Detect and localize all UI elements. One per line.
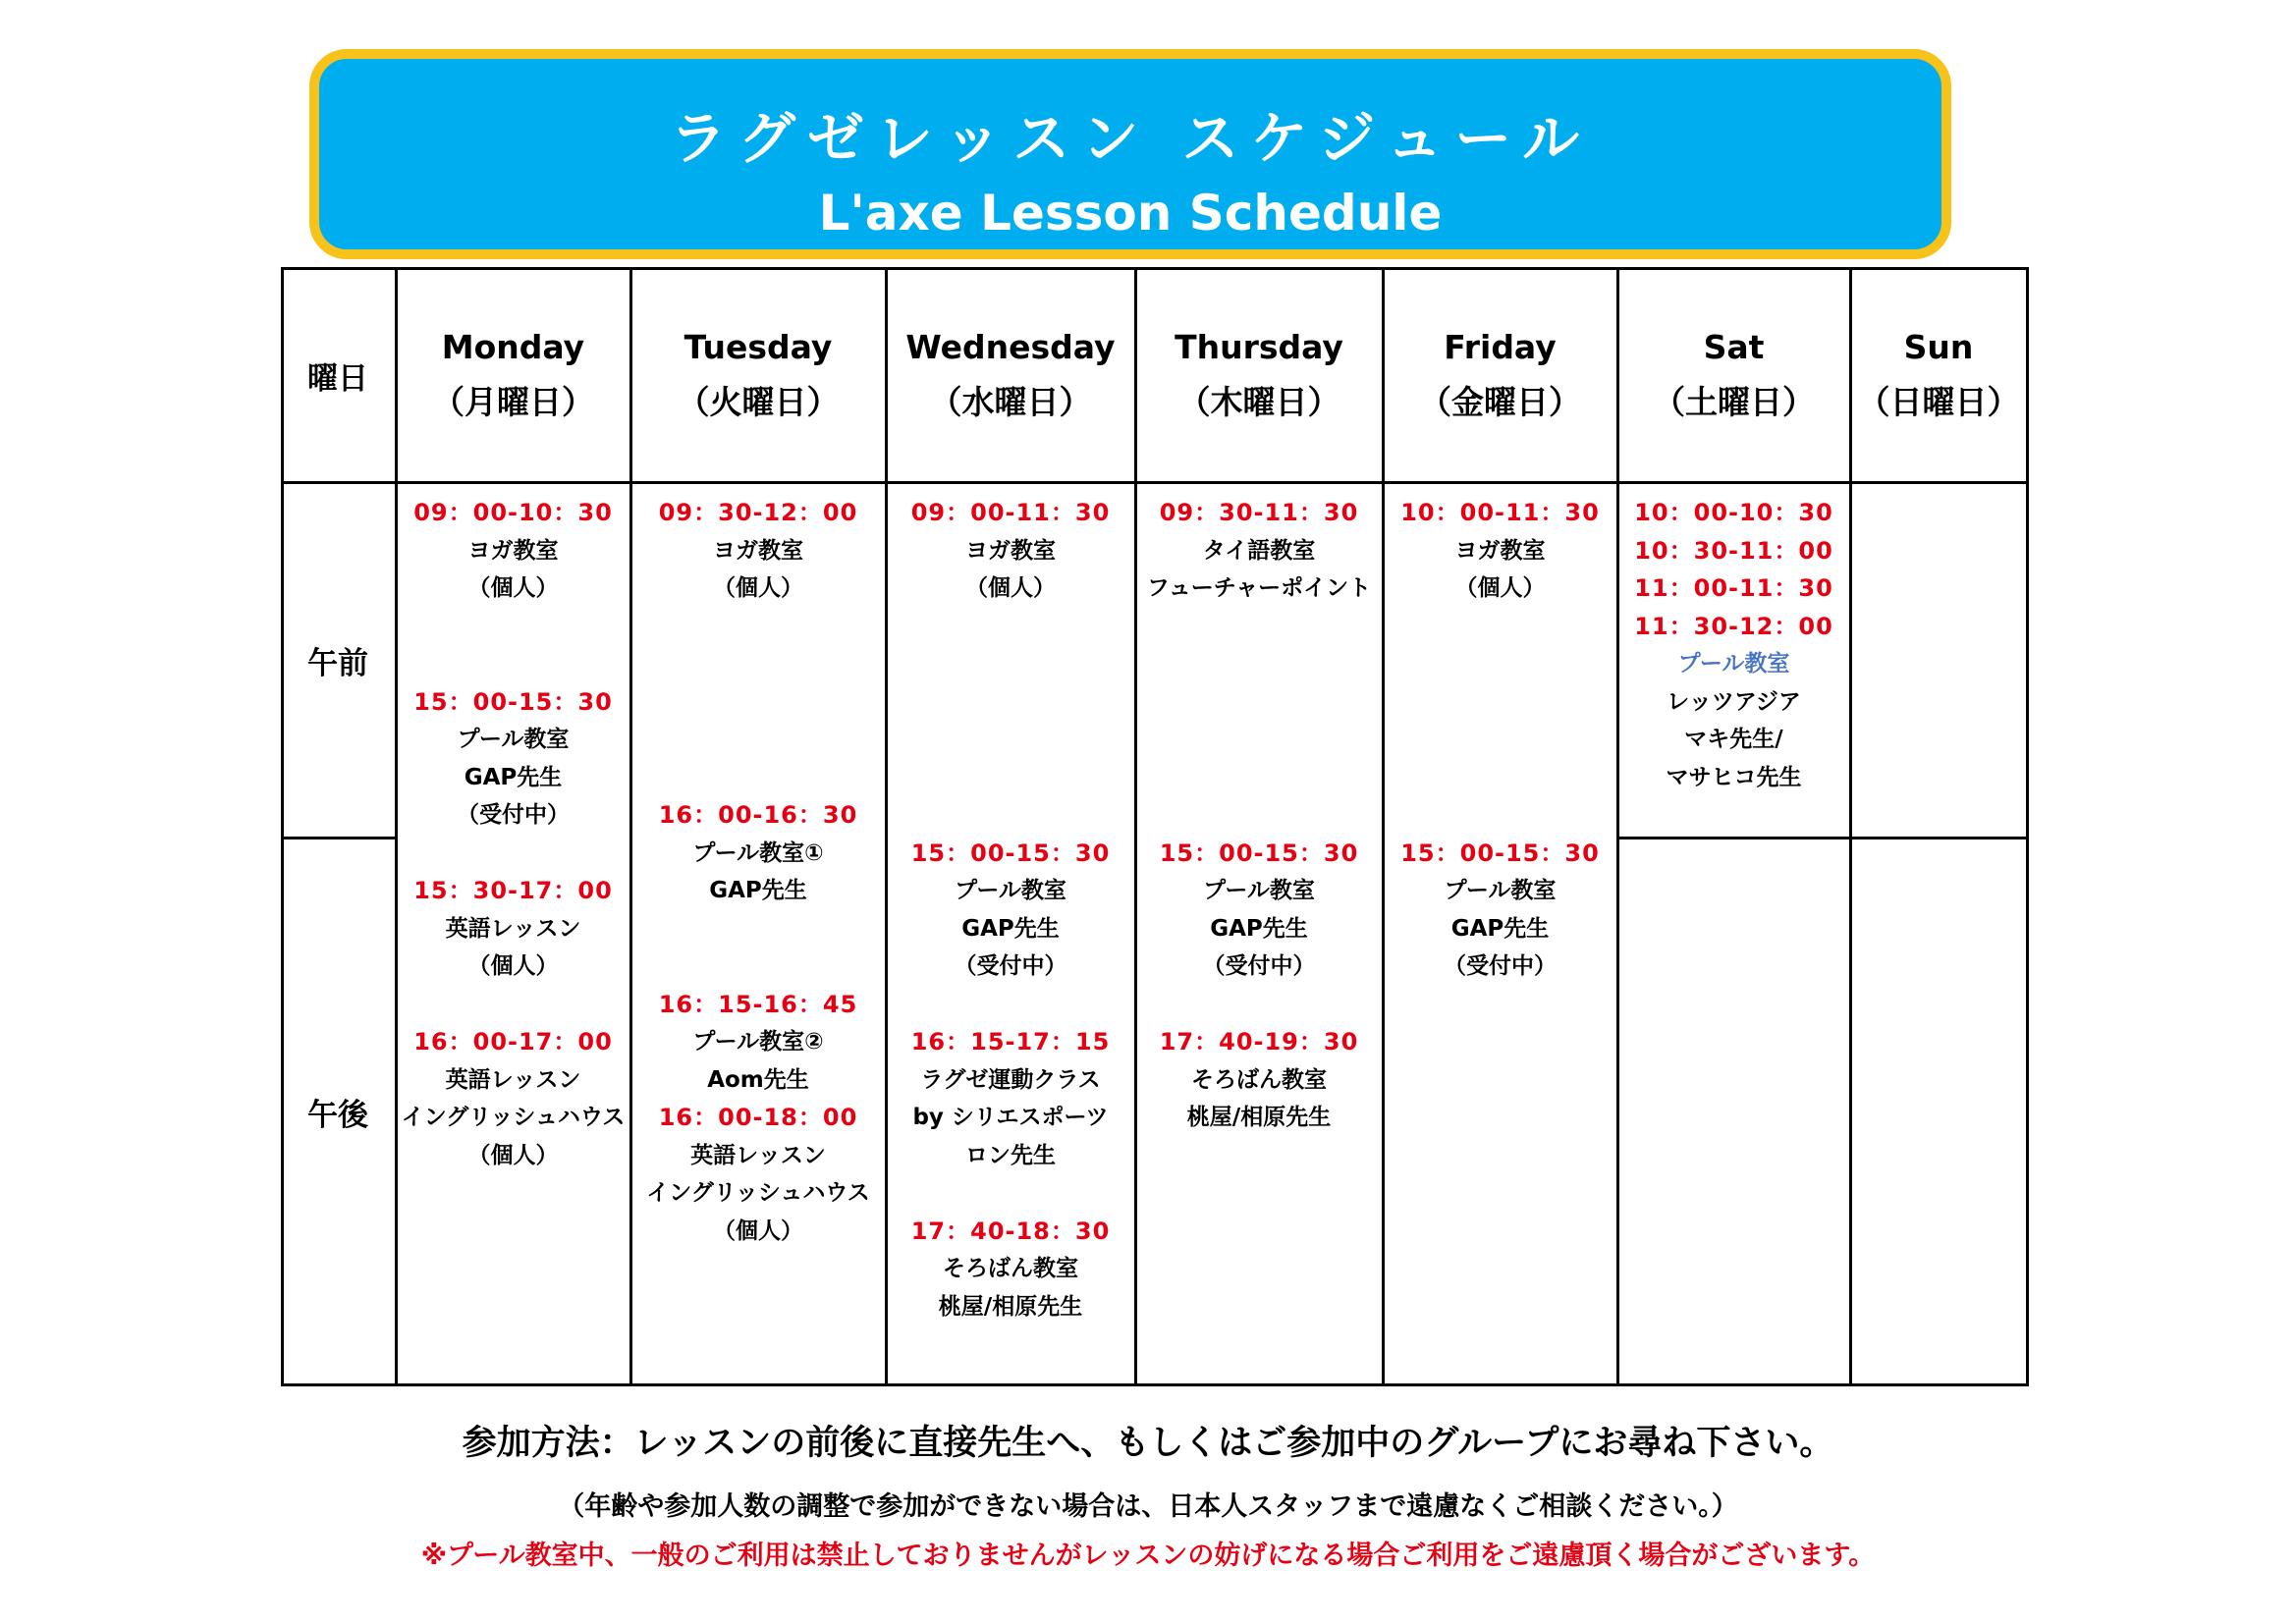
lesson-detail: （個人） xyxy=(467,1142,559,1168)
lesson-detail: ヨガ教室 xyxy=(713,537,803,564)
lesson-detail: （受付中） xyxy=(954,953,1067,979)
lesson-detail: （受付中） xyxy=(1202,953,1316,979)
lesson-time: 15：00-15：30 xyxy=(1159,839,1359,867)
lesson-detail: 桃屋/相原先生 xyxy=(1186,1105,1332,1130)
day-name: Sun xyxy=(1903,328,1974,366)
lesson-detail: Aom先生 xyxy=(707,1066,809,1093)
title-banner xyxy=(309,49,1951,259)
saturday-schedule xyxy=(1618,484,1849,837)
lesson-time: 15：00-15：30 xyxy=(413,687,613,716)
lesson-detail: by シリエスポーツ xyxy=(912,1105,1109,1130)
lesson-time: 09：30-11：30 xyxy=(1159,499,1359,526)
day-name-jp: （日曜日） xyxy=(1857,383,2020,421)
lesson-detail: （個人） xyxy=(965,575,1056,601)
lesson-detail: 英語レッスン xyxy=(445,915,581,942)
lesson-detail: （受付中） xyxy=(1444,953,1557,979)
header-wednesday xyxy=(887,267,1134,483)
day-name: Friday xyxy=(1444,328,1557,366)
lesson-detail: GAP先生 xyxy=(1450,915,1550,942)
lesson-detail: プール教室 xyxy=(457,727,570,752)
lesson-time: 10：00-10：30 xyxy=(1634,499,1833,526)
header-friday xyxy=(1384,267,1616,483)
lesson-time: 16：00-16：30 xyxy=(658,801,858,829)
day-name-jp: （木曜日） xyxy=(1177,383,1340,421)
lesson-detail: （個人） xyxy=(467,575,559,601)
lesson-detail: 英語レッスン xyxy=(690,1142,826,1168)
day-name: Tuesday xyxy=(683,328,833,366)
lesson-detail: ヨガ教室 xyxy=(965,537,1056,564)
day-name: Sat xyxy=(1703,328,1765,366)
sunday-schedule xyxy=(1851,484,2026,1382)
lesson-detail: 英語レッスン xyxy=(445,1066,581,1093)
lesson-detail: プール教室 xyxy=(1203,878,1315,903)
lesson-detail: プール教室 xyxy=(1677,651,1790,677)
lesson-detail: プール教室② xyxy=(692,1029,824,1055)
header-day-label: 曜日 xyxy=(307,361,368,397)
lesson-detail: ヨガ教室 xyxy=(467,537,559,564)
lesson-detail: GAP先生 xyxy=(961,915,1060,942)
lesson-detail: ラグゼ運動クラス xyxy=(920,1066,1101,1093)
tuesday-schedule xyxy=(631,484,885,1382)
lesson-time: 09：00-11：30 xyxy=(910,499,1111,526)
lesson-time: 10：00-11：30 xyxy=(1400,499,1600,526)
day-name: Thursday xyxy=(1175,328,1343,366)
lesson-time: 15：30-17：00 xyxy=(413,877,613,904)
lesson-detail: （受付中） xyxy=(457,802,570,828)
lesson-detail: （個人） xyxy=(467,953,559,979)
morning-label: 午前 xyxy=(307,646,368,681)
day-name-jp: （月曜日） xyxy=(432,383,594,421)
header-monday xyxy=(397,267,629,483)
header-saturday xyxy=(1618,267,1849,483)
lesson-time: 09：30-12：00 xyxy=(658,499,858,526)
header-sunday xyxy=(1851,267,2026,483)
lesson-time: 17：40-19：30 xyxy=(1159,1028,1359,1056)
pool-notice: ※プール教室中、一般のご利用は禁止しておりませんがレッスンの妨げになる場合ご利用をご遠慮頂く場合がございます。 xyxy=(420,1541,1876,1571)
monday-schedule xyxy=(397,484,629,1382)
lesson-detail: ヨガ教室 xyxy=(1454,537,1546,564)
lesson-detail: （個人） xyxy=(713,575,803,601)
lesson-time: 16：15-17：15 xyxy=(910,1028,1111,1056)
lesson-detail: イングリッシュハウス xyxy=(646,1180,870,1206)
wednesday-schedule xyxy=(887,484,1134,1382)
lesson-time: 11：30-12：00 xyxy=(1634,612,1833,640)
day-name-jp: （金曜日） xyxy=(1419,383,1581,421)
thursday-schedule xyxy=(1136,484,1382,1382)
lesson-detail: タイ語教室 xyxy=(1202,537,1316,564)
day-name-jp: （火曜日） xyxy=(677,383,840,421)
day-name-jp: （土曜日） xyxy=(1653,383,1815,421)
lesson-time: 11：00-11：30 xyxy=(1634,574,1833,602)
afternoon-label: 午後 xyxy=(307,1098,368,1133)
lesson-detail: プール教室 xyxy=(1444,878,1557,903)
lesson-detail: プール教室 xyxy=(955,878,1066,903)
lesson-time: 16：00-18：00 xyxy=(658,1104,858,1131)
header-tuesday xyxy=(631,267,885,483)
day-name-jp: （水曜日） xyxy=(929,383,1092,421)
lesson-detail: イングリッシュハウス xyxy=(401,1105,626,1130)
lesson-time: 17：40-18：30 xyxy=(910,1217,1111,1245)
lesson-detail: そろばん教室 xyxy=(943,1256,1078,1281)
lesson-detail: （個人） xyxy=(1454,575,1546,601)
lesson-time: 09：00-10：30 xyxy=(413,499,613,526)
lesson-detail: マサヒコ先生 xyxy=(1666,764,1802,790)
schedule-table xyxy=(281,267,2029,1386)
title-english: L'axe Lesson Schedule xyxy=(818,185,1443,242)
day-name: Monday xyxy=(441,328,585,366)
consultation-note: （年齢や参加人数の調整で参加ができない場合は、日本人スタッフまで遠慮なくご相談ください。） xyxy=(558,1491,1738,1522)
lesson-detail: （個人） xyxy=(713,1218,803,1244)
lesson-time: 15：00-15：30 xyxy=(910,839,1111,867)
lesson-detail: レッツアジア xyxy=(1667,688,1801,715)
lesson-detail: 桃屋/相原先生 xyxy=(938,1293,1083,1320)
how-to-join-note: 参加方法：レッスンの前後に直接先生へ、もしくはご参加中のグループにお尋ね下さい。 xyxy=(462,1424,1834,1463)
lesson-detail: プール教室① xyxy=(692,839,824,866)
lesson-detail: GAP先生 xyxy=(709,878,807,903)
title-japanese: ラグゼレッスン スケジュール xyxy=(669,105,1592,172)
day-name: Wednesday xyxy=(905,328,1116,366)
lesson-detail: そろばん教室 xyxy=(1191,1066,1327,1093)
lesson-detail: フューチャーポイント xyxy=(1146,575,1372,601)
header-thursday xyxy=(1136,267,1382,483)
lesson-detail: マキ先生/ xyxy=(1684,727,1783,752)
lesson-time: 10：30-11：00 xyxy=(1634,536,1833,565)
lesson-time: 16：00-17：00 xyxy=(413,1028,613,1056)
friday-schedule xyxy=(1384,484,1616,1382)
lesson-time: 15：00-15：30 xyxy=(1400,839,1600,867)
lesson-detail: GAP先生 xyxy=(1210,915,1308,942)
lesson-detail: ロン先生 xyxy=(965,1142,1056,1168)
lesson-detail: GAP先生 xyxy=(464,764,563,790)
lesson-time: 16：15-16：45 xyxy=(658,990,858,1018)
